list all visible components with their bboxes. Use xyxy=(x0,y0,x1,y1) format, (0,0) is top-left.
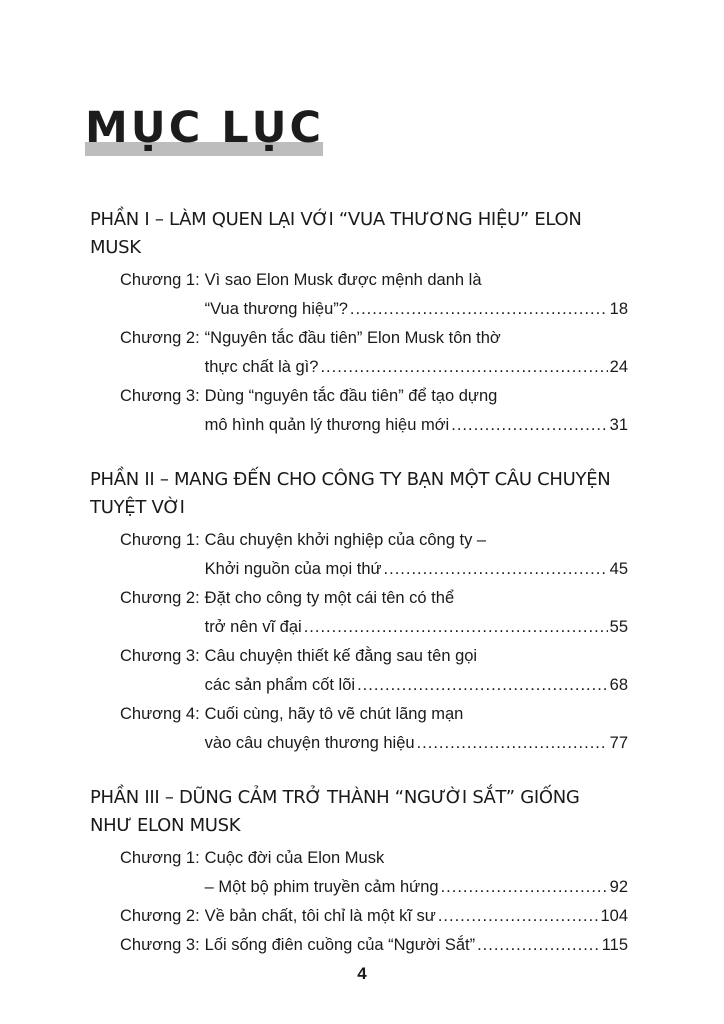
part-heading-line: NHƯ ELON MUSK xyxy=(90,815,241,836)
chapter-title: “Nguyên tắc đầu tiên” Elon Musk tôn thờ xyxy=(204,329,501,347)
toc-entry xyxy=(120,526,628,584)
dot-leader xyxy=(384,555,608,584)
dot-leader xyxy=(451,411,607,440)
chapter-label: Chương 3: xyxy=(120,387,200,405)
part-heading-line: PHẦN III – DŨNG CẢM TRỞ THÀNH “NGƯỜI SẮT” GIỐNG xyxy=(90,787,580,808)
dot-leader xyxy=(357,671,608,700)
chapter-title-cont: Khởi nguồn của mọi thứ xyxy=(204,560,382,578)
page-ref: 104 xyxy=(600,907,628,925)
chapter-label: Chương 1: xyxy=(120,531,200,549)
chapter-label: Chương 3: xyxy=(120,936,200,954)
chapter-title: Câu chuyện thiết kế đằng sau tên gọi xyxy=(204,647,478,665)
page-ref: 115 xyxy=(601,936,628,954)
part-heading xyxy=(90,206,628,262)
dot-leader xyxy=(350,295,608,324)
page-ref: 92 xyxy=(609,878,628,896)
chapter-title-cont: trở nên vĩ đại xyxy=(204,618,302,636)
chapter-title-cont: mô hình quản lý thương hiệu mới xyxy=(204,416,450,434)
chapter-label: Chương 4: xyxy=(120,705,200,723)
dot-leader xyxy=(441,873,608,902)
toc-entry xyxy=(120,931,628,960)
dot-leader xyxy=(320,353,607,382)
chapter-title-cont: vào câu chuyện thương hiệu xyxy=(204,734,415,752)
toc-entry xyxy=(120,642,628,700)
table-of-contents xyxy=(90,206,628,960)
chapter-title: Dùng “nguyên tắc đầu tiên” để tạo dựng xyxy=(204,387,498,405)
part-heading-line: PHẦN II – MANG ĐẾN CHO CÔNG TY BẠN MỘT CÂU CHUYỆN xyxy=(90,469,611,490)
page-ref: 31 xyxy=(609,416,628,434)
page-ref: 55 xyxy=(609,618,628,636)
chapter-label: Chương 1: xyxy=(120,271,200,289)
page-ref: 77 xyxy=(609,734,628,752)
chapter-title: Về bản chất, tôi chỉ là một kĩ sư xyxy=(204,907,436,925)
toc-entry xyxy=(120,584,628,642)
page-title: MỤC LỤC xyxy=(85,103,325,153)
chapter-label: Chương 2: xyxy=(120,907,200,925)
chapter-label: Chương 2: xyxy=(120,589,200,607)
chapter-title: Cuối cùng, hãy tô vẽ chút lãng mạn xyxy=(204,705,464,723)
chapter-label: Chương 2: xyxy=(120,329,200,347)
dot-leader xyxy=(477,931,600,960)
page-ref: 45 xyxy=(609,560,628,578)
page-ref: 18 xyxy=(609,300,628,318)
page-title-block xyxy=(85,104,324,152)
toc-entry xyxy=(120,844,628,902)
part-heading xyxy=(90,784,628,840)
page-number: 4 xyxy=(357,964,367,983)
chapter-title-cont: các sản phẩm cốt lõi xyxy=(204,676,356,694)
chapter-title: Câu chuyện khởi nghiệp của công ty – xyxy=(204,531,487,549)
toc-entry xyxy=(120,266,628,324)
chapter-title-cont: – Một bộ phim truyền cảm hứng xyxy=(204,878,439,896)
chapter-title-cont: thực chất là gì? xyxy=(204,358,319,376)
chapter-title: Lối sống điên cuồng của “Người Sắt” xyxy=(204,936,476,954)
chapter-title: Vì sao Elon Musk được mệnh danh là xyxy=(204,271,482,289)
dot-leader xyxy=(417,729,608,758)
chapter-title-cont: “Vua thương hiệu”? xyxy=(204,300,348,318)
part-heading-line: TUYỆT VỜI xyxy=(90,497,185,518)
part-heading-line: PHẦN I – LÀM QUEN LẠI VỚI “VUA THƯƠNG HIỆU” ELON MUSK xyxy=(90,209,582,258)
dot-leader xyxy=(304,613,608,642)
toc-entry xyxy=(120,700,628,758)
chapter-title: Đặt cho công ty một cái tên có thể xyxy=(204,589,455,607)
page-ref: 68 xyxy=(609,676,628,694)
chapter-label: Chương 1: xyxy=(120,849,200,867)
chapter-title: Cuộc đời của Elon Musk xyxy=(204,849,385,867)
page-ref: 24 xyxy=(609,358,628,376)
toc-entry xyxy=(120,902,628,931)
part-heading xyxy=(90,466,628,522)
dot-leader xyxy=(438,902,599,931)
toc-entry xyxy=(120,382,628,440)
chapter-label: Chương 3: xyxy=(120,647,200,665)
toc-entry xyxy=(120,324,628,382)
